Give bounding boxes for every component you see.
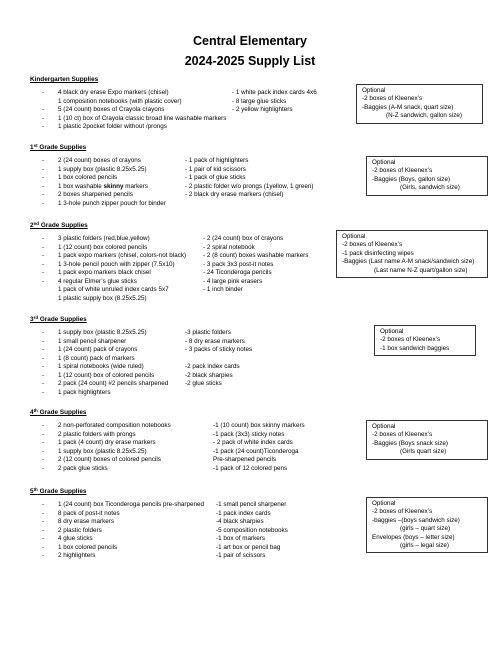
list-item: - 1 box washable skinny markers - 2 plastic folder w/o prongs (1yellow, 1 green) — [42, 182, 314, 190]
optional-box: Optional -2 boxes of Kleenex’s -Baggies (Boys, gallon size) (Girls, sandwich size) — [366, 156, 488, 196]
list-item: - 2 (12 count) boxes of colored pencils Pre-sharpened pencils — [42, 456, 277, 463]
optional-box: Optional -2 boxes of Kleenex’s -baggies –(boys sandwich size) (girls – quart size) Envelopes (boys – letter size) (girls – legal size) — [366, 497, 488, 553]
list-title: 2024-2025 Supply List — [184, 54, 316, 68]
list-item: - 5 (24 count) boxes of Crayola crayons - 2 yellow highlighters — [42, 106, 293, 113]
list-item: - 2 pack glue sticks -1 pack of 12 colored pens — [42, 464, 288, 472]
list-item: 1 pack of white unruled index cards 5x7 - 1 inch binder — [58, 286, 243, 293]
list-item: - 1 plastic 2pocket folder without /prongs — [42, 123, 167, 130]
list-item: - 4 glue sticks -1 box of markers — [42, 535, 265, 542]
list-item: - 1 pack expo markers black chisel - 24 Ticonderoga pencils — [42, 269, 272, 276]
school-name: Central Elementary — [193, 34, 307, 48]
list-item: - 1 (8 count) pack of markers — [42, 354, 135, 362]
list-item: - 1 pack (4 count) dry erase markers - 2 pack of white index cards — [42, 439, 293, 446]
list-item: - 1 3-hole punch zipper pouch for binder — [42, 199, 166, 207]
section-heading: 2nd Grade Supplies — [30, 221, 88, 229]
list-item: - 1 pack highlighters — [42, 388, 111, 396]
list-item: - 3 plastic folders (red,blue,yellow) - 2 (24 count) box of crayons — [42, 235, 284, 242]
list-item: - 4 black dry erase Expo markers (chisel) - 1 white pack index cards 4x6 — [42, 89, 317, 96]
list-item: - 4 regular Elmer’s glue sticks - 4 large pink erasers — [42, 277, 263, 285]
optional-box: Optional -2 boxes of Kleenex’s -Baggies (A-M snack, quart size) (N-Z sandwich, gallon size) — [356, 84, 483, 124]
list-item: - 1 supply box (plastic 8.25x5.25) - 1 pair of kid scissors — [42, 165, 246, 173]
list-item: - 1 supply box (plastic 8.25x5.25) -3 plastic folders — [42, 329, 231, 336]
optional-box: Optional -2 boxes of Kleenex’s -1 box sandwich baggies — [374, 325, 476, 356]
list-item: - 2 non-perforated composition notebooks -1 (10 count) box skinny markers — [42, 422, 305, 429]
list-item: - 1 box colored pencils - 1 pack of glue sticks — [42, 174, 246, 181]
list-item: - 2 pack (24 count) #2 pencils sharpened -2 glue sticks — [42, 380, 222, 387]
list-item: - 8 pack of post-it notes -1 pack index cards — [42, 509, 271, 517]
list-item: - 1 3-hole pencil pouch with zipper (7.5x10) - 3 pack 3x3 post-it notes — [42, 260, 274, 268]
list-item: - 2 boxes sharpened pencils - 2 black dry erase markers (chisel) — [42, 191, 284, 198]
list-item: - 1 (24 count) box Ticonderoga pencils pre-sharpened -1 small pencil sharpener — [42, 501, 287, 508]
list-item: - 1 spiral notebooks (wide ruled) -2 pack index cards — [42, 363, 240, 370]
list-item: 1 composition notebooks (with plastic cover) - 8 large glue sticks — [58, 97, 287, 105]
optional-box: Optional -2 boxes of Kleenex’s -1 pack disinfecting wipes -Baggies (Last name A-M snack/sandwich size) (Last name N-Z quart/gallon size) — [336, 230, 488, 278]
section-heading: Kindergarten Supplies — [30, 76, 99, 83]
list-item: - 1 (12 count) box of colored pencils -2 black sharpies — [42, 371, 233, 379]
list-item: - 2 (24 count) boxes of crayons - 1 pack of highlighters — [42, 157, 249, 164]
list-item: - 8 dry erase markers -4 black sharpies — [42, 518, 264, 525]
section-heading: 1st Grade Supplies — [30, 143, 87, 151]
list-item: - 1 small pencil sharpener - 8 dry erase markers — [42, 337, 245, 345]
list-item: - 2 plastic folders with prongs -1 pack (3x3) sticky notes — [42, 430, 285, 438]
list-item: - 1 (10 ct) box of Crayola classic broad line washable markers — [42, 114, 227, 122]
list-item: - 2 highlighters -1 pair of scissors — [42, 552, 266, 559]
section-heading: 4th Grade Supplies — [30, 408, 87, 416]
list-item: - 1 pack expo markers (chisel, colors-not black) - 2 (8 count) boxes washable markers — [42, 252, 309, 259]
list-item: - 1 (12 count) box colored pencils - 2 spiral notebook — [42, 243, 255, 251]
list-item: - 1 supply box (plastic 8.25x5.25) -1 pack (24 count)Ticonderoga — [42, 447, 299, 455]
list-item: - 1 box colored pencils -1 art box or pencil bag — [42, 543, 281, 551]
section-heading: 5th Grade Supplies — [30, 487, 87, 495]
section-heading: 3rd Grade Supplies — [30, 315, 87, 323]
optional-box: Optional -2 boxes of Kleenex’s -Baggies (Boys snack size) (Girls quart size) — [366, 420, 488, 460]
list-item: - 1 (24 count) pack of crayons - 3 packs of sticky notes — [42, 346, 253, 353]
list-item: - 2 plastic folders -5 composition notebooks — [42, 526, 288, 534]
list-item: 1 plastic supply box (8.25x5.25) — [58, 294, 147, 302]
